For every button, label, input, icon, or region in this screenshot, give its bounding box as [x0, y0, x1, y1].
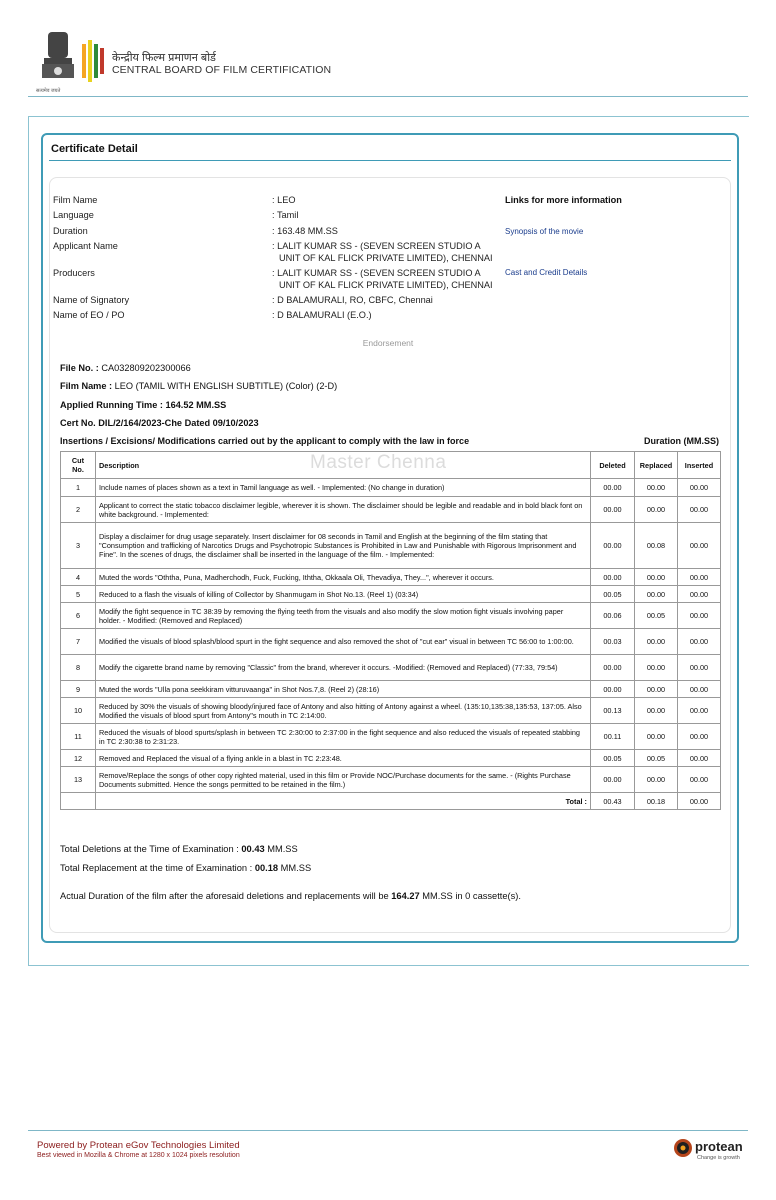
table-total-row — [61, 793, 721, 810]
header-description: Description — [96, 452, 591, 479]
label-eo-po: Name of EO / PO — [53, 310, 125, 320]
cut-no: 8 — [61, 655, 96, 681]
synopsis-link[interactable]: Synopsis of the movie — [505, 227, 584, 236]
cut-inserted: 00.00 — [678, 523, 721, 569]
cbfc-english-title: CENTRAL BOARD OF FILM CERTIFICATION — [112, 64, 332, 76]
panel-divider — [49, 160, 731, 161]
total-deletions — [60, 844, 298, 854]
value-language: : Tamil — [272, 210, 299, 220]
actual-duration-value: 164.27 — [391, 891, 420, 901]
cut-no: 5 — [61, 586, 96, 603]
cut-description: Display a disclaimer for drug usage separately. Insert disclaimer for 08 seconds in Tamil and English at the beginning of the film stating that "Consumption and trafficking of Narcotics Drugs and Psychotropic Substances is Prohibited in Law and Punishable with Rigorous Imprisonment and Fine". In the scenes of drugs, the disclaimer shall be inserted in the language of the film. - Implemented: — [96, 523, 591, 569]
cut-inserted: 00.00 — [678, 586, 721, 603]
cut-deleted: 00.00 — [591, 569, 635, 586]
cut-description: Reduced the visuals of blood spurts/splash in between TC 2:30:00 to 2:37:00 in the fight sequence and also reduced the visuals of repeated stabbing in TC 2:30:38 to 2:31:23. — [96, 724, 591, 750]
cuts-table — [60, 451, 721, 810]
cut-no: 9 — [61, 681, 96, 698]
links-heading: Links for more information — [505, 195, 622, 205]
cut-deleted: 00.00 — [591, 767, 635, 793]
cut-replaced: 00.00 — [635, 698, 678, 724]
cut-description: Muted the words "Oththa, Puna, Madherchodh, Fuck, Fucking, Iththa, Okkaala Oli, Thevadiya, They...", wherever it occurs. — [96, 569, 591, 586]
total-deleted: 00.43 — [591, 793, 635, 810]
value-eo-po: : D BALAMURALI (E.O.) — [272, 310, 372, 320]
cut-replaced: 00.00 — [635, 681, 678, 698]
header-replaced: Replaced — [635, 452, 678, 479]
cast-credit-link[interactable]: Cast and Credit Details — [505, 268, 588, 277]
cut-deleted: 00.13 — [591, 698, 635, 724]
emblem-caption: सत्यमेव जयते — [36, 88, 61, 94]
cut-replaced: 00.00 — [635, 569, 678, 586]
film-name-line — [60, 381, 337, 391]
film-name-value: LEO (TAMIL WITH ENGLISH SUBTITLE) (Color) (2-D) — [112, 381, 338, 391]
table-row — [61, 569, 721, 586]
cut-replaced: 00.00 — [635, 724, 678, 750]
cut-no: 6 — [61, 603, 96, 629]
total-replaced: 00.18 — [635, 793, 678, 810]
actual-duration-suffix: MM.SS in 0 cassette(s). — [419, 891, 521, 901]
cut-replaced: 00.00 — [635, 479, 678, 497]
label-language: Language — [53, 210, 94, 220]
cut-replaced: 00.05 — [635, 750, 678, 767]
cut-description: Muted the words "Ulla pona seekkiram vitturuvaanga" in Shot Nos.7,8. (Reel 2) (28:16) — [96, 681, 591, 698]
actual-duration-prefix: Actual Duration of the film after the aforesaid deletions and replacements will be — [60, 891, 392, 901]
label-producers: Producers — [53, 268, 95, 278]
header-cut-no — [61, 452, 96, 479]
cut-description: Reduced by 30% the visuals of showing bloody/injured face of Antony and also hitting of Antony against a wheel. (135:10,135:38,135:53, 137:05. Also Modified the visuals of blood spurt from Antony"s mouth in TC 2:14:00. — [96, 698, 591, 724]
panel-title: Certificate Detail — [51, 143, 138, 155]
header-cut-no-1: Cut — [71, 456, 85, 465]
total-replacement — [60, 863, 311, 873]
watermark: Master Chenna — [310, 452, 447, 473]
cut-deleted: 00.05 — [591, 750, 635, 767]
duration-heading: Duration (MM.SS) — [644, 436, 719, 446]
file-number-label: File No. : — [60, 363, 99, 373]
total-deletions-label: Total Deletions at the Time of Examination : — [60, 844, 242, 854]
cut-replaced: 00.08 — [635, 523, 678, 569]
cut-inserted: 00.00 — [678, 767, 721, 793]
total-replacement-value: 00.18 — [254, 863, 279, 873]
table-row — [61, 479, 721, 497]
cut-no: 11 — [61, 724, 96, 750]
cut-inserted: 00.00 — [678, 655, 721, 681]
cut-no: 12 — [61, 750, 96, 767]
insertions-heading-text: Insertions / Excisions/ Modifications carried out by the applicant to comply with the law in force — [60, 436, 470, 446]
table-row — [61, 750, 721, 767]
header-inserted: Inserted — [678, 452, 721, 479]
powered-by-text: Powered by Protean eGov Technologies Limited — [37, 1140, 240, 1151]
header-divider — [28, 96, 748, 97]
cut-deleted: 00.03 — [591, 629, 635, 655]
total-deletions-value: 00.43 — [241, 844, 265, 854]
protean-brand: protean — [695, 1139, 743, 1154]
cut-description: Applicant to correct the static tobacco disclaimer legible, wherever it is shown. The disclaimer should be legible and readable and in bold black font on white background. - Implemented: — [96, 497, 591, 523]
cut-no: 2 — [61, 497, 96, 523]
cbfc-logo-icon — [82, 38, 104, 84]
cut-deleted: 00.11 — [591, 724, 635, 750]
film-name-label: Film Name : — [60, 381, 113, 391]
file-number-value: CA032809202300066 — [98, 363, 191, 373]
cut-no: 10 — [61, 698, 96, 724]
total-inserted: 00.00 — [678, 793, 721, 810]
cbfc-hindi-title: केन्द्रीय फिल्म प्रमाणन बोर्ड — [112, 52, 216, 64]
cut-inserted: 00.00 — [678, 629, 721, 655]
cut-inserted: 00.00 — [678, 750, 721, 767]
label-applicant-name: Applicant Name — [53, 241, 118, 251]
label-duration: Duration — [53, 226, 88, 236]
cut-no: 7 — [61, 629, 96, 655]
value-applicant-name: : LALIT KUMAR SS - (SEVEN SCREEN STUDIO A — [272, 241, 481, 251]
cut-replaced: 00.00 — [635, 767, 678, 793]
cut-deleted: 00.06 — [591, 603, 635, 629]
cut-no: 1 — [61, 479, 96, 497]
cut-replaced: 00.00 — [635, 629, 678, 655]
protean-tagline: Change is growth — [697, 1155, 740, 1161]
cut-replaced: 00.00 — [635, 655, 678, 681]
cut-inserted: 00.00 — [678, 479, 721, 497]
national-emblem-icon — [38, 28, 78, 88]
header-deleted: Deleted — [591, 452, 635, 479]
cut-description: Modify the cigarette brand name by removing "Classic" from the brand, wherever it occurs. -Modified: (Removed and Replaced) (77:33, 79:54) — [96, 655, 591, 681]
label-film-name: Film Name — [53, 195, 98, 205]
header-cut-no-2: No. — [72, 465, 84, 474]
actual-duration — [60, 891, 521, 901]
table-row — [61, 655, 721, 681]
cut-deleted: 00.05 — [591, 586, 635, 603]
value-duration: : 163.48 MM.SS — [272, 226, 338, 236]
applied-running-time: Applied Running Time : 164.52 MM.SS — [60, 400, 227, 410]
cut-description: Include names of places shown as a text in Tamil language as well. - Implemented: (No change in duration) — [96, 479, 591, 497]
best-viewed-text: Best viewed in Mozilla & Chrome at 1280 x 1024 pixels resolution — [37, 1152, 240, 1159]
cut-inserted: 00.00 — [678, 569, 721, 586]
cut-inserted: 00.00 — [678, 724, 721, 750]
footer-divider — [28, 1130, 748, 1131]
table-row — [61, 767, 721, 793]
total-label: Total : — [96, 793, 591, 810]
value-producers-line2: UNIT OF KAL FLICK PRIVATE LIMITED), CHENNAI — [279, 280, 493, 290]
cut-replaced: 00.05 — [635, 603, 678, 629]
cut-replaced: 00.00 — [635, 497, 678, 523]
cut-description: Modified the visuals of blood splash/blood spurt in the fight sequence and also removed the shot of "cut ear" visual in between TC 56:00 to 1:00:00. — [96, 629, 591, 655]
cut-description: Reduced to a flash the visuals of killing of Collector by Shanmugam in Shot No.13. (Reel 1) (03:34) — [96, 586, 591, 603]
table-row — [61, 497, 721, 523]
label-signatory: Name of Signatory — [53, 295, 130, 305]
cut-replaced: 00.00 — [635, 586, 678, 603]
cut-description: Removed and Replaced the visual of a flying ankle in a blast in TC 2:23:48. — [96, 750, 591, 767]
cert-number: Cert No. DIL/2/164/2023-Che Dated 09/10/2023 — [60, 418, 259, 428]
table-row — [61, 698, 721, 724]
cut-deleted: 00.00 — [591, 497, 635, 523]
table-row — [61, 724, 721, 750]
cut-deleted: 00.00 — [591, 523, 635, 569]
value-signatory: : D BALAMURALI, RO, CBFC, Chennai — [272, 295, 433, 305]
value-film-name: : LEO — [272, 195, 296, 205]
file-number — [60, 363, 191, 373]
cut-inserted: 00.00 — [678, 603, 721, 629]
cut-no: 3 — [61, 523, 96, 569]
cut-no: 4 — [61, 569, 96, 586]
value-applicant-name-line2: UNIT OF KAL FLICK PRIVATE LIMITED), CHENNAI — [279, 253, 493, 263]
total-blank-cell — [61, 793, 96, 810]
insertions-heading — [60, 436, 719, 446]
site-header — [0, 0, 776, 96]
total-replacement-unit: MM.SS — [278, 863, 312, 873]
table-row — [61, 586, 721, 603]
cut-deleted: 00.00 — [591, 681, 635, 698]
cut-description: Modify the fight sequence in TC 38:39 by removing the flying teeth from the visuals and also modify the slow motion fight visuals involving paper holder. - Modified: (Removed and Replaced) — [96, 603, 591, 629]
total-deletions-unit: MM.SS — [264, 844, 298, 854]
table-row — [61, 603, 721, 629]
table-row — [61, 629, 721, 655]
protean-logo-icon — [673, 1138, 693, 1158]
endorsement-heading: Endorsement — [362, 338, 414, 348]
cut-inserted: 00.00 — [678, 497, 721, 523]
cut-description: Remove/Replace the songs of other copy righted material, used in this film or Provide NOC/Purchase documents for the same. - (Rights Purchase Documents submitted. Hence the songs permitted to be retained in the film.) — [96, 767, 591, 793]
cut-deleted: 00.00 — [591, 479, 635, 497]
total-replacement-label: Total Replacement at the time of Examination : — [60, 863, 255, 873]
table-row — [61, 523, 721, 569]
cut-inserted: 00.00 — [678, 698, 721, 724]
table-row — [61, 681, 721, 698]
cut-deleted: 00.00 — [591, 655, 635, 681]
cut-no: 13 — [61, 767, 96, 793]
cut-inserted: 00.00 — [678, 681, 721, 698]
value-producers: : LALIT KUMAR SS - (SEVEN SCREEN STUDIO A — [272, 268, 481, 278]
